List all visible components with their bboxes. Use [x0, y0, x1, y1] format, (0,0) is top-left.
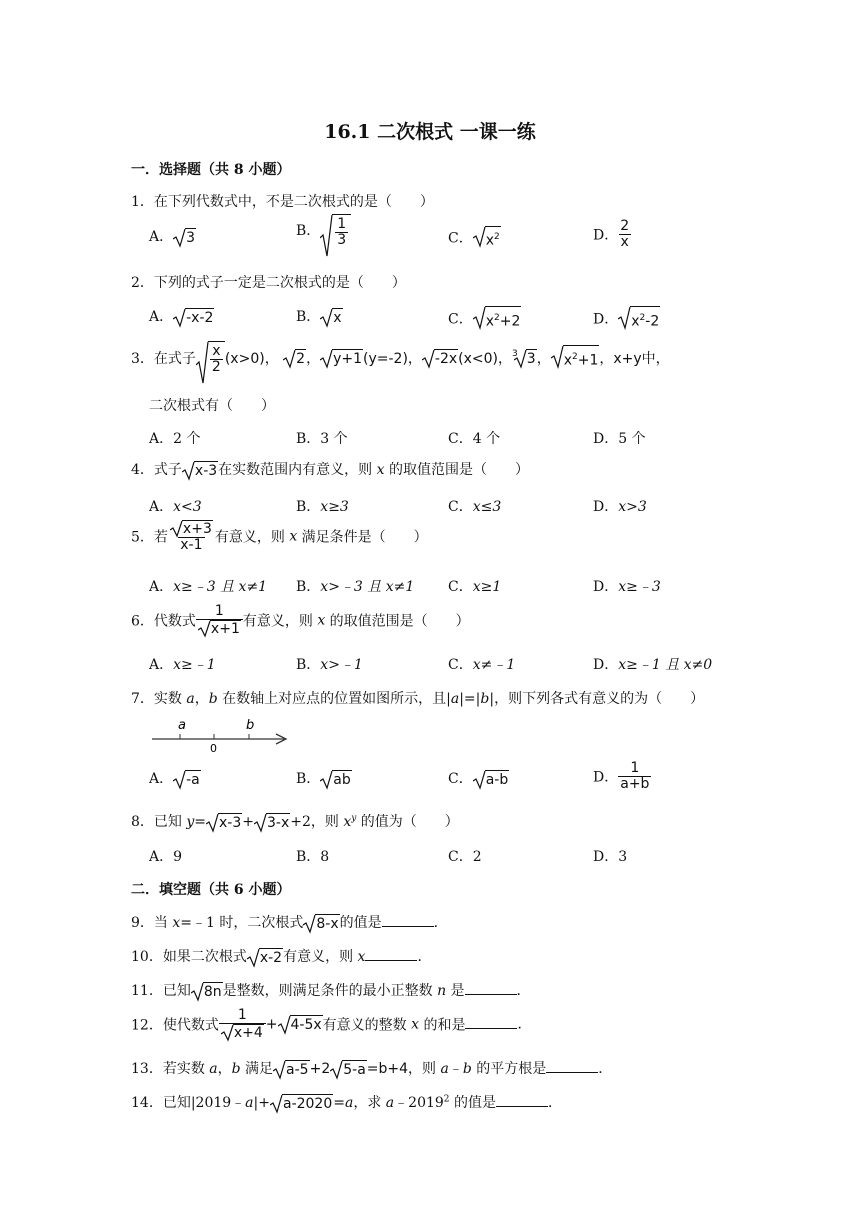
question-3-line2: 二次根式有（ ） [149, 398, 275, 414]
q8-option-c: C．2 [448, 849, 482, 865]
q1-option-a: A． 3 [149, 229, 196, 246]
question-9: 9．当 x=﹣1 时，二次根式 8-x的值是 ． [131, 912, 448, 933]
answer-blank [465, 1014, 517, 1029]
q3-option-b: B．3 个 [296, 431, 348, 447]
q7-option-d: D． $\frac{1}{a+b}$ [593, 760, 650, 792]
q5-option-d: D．x≥﹣3 [593, 579, 661, 595]
question-2-stem: 2．下列的式子一定是二次根式的是（ ） [131, 275, 406, 291]
q3-option-c: C．4 个 [448, 431, 501, 447]
answer-blank [365, 946, 417, 961]
q6-option-d: D．x≥﹣1 且 x≠0 [593, 657, 713, 673]
question-11: 11．已知 8n是整数，则满足条件的最小正整数 n 是 ． [131, 980, 531, 1001]
q5-option-a: A．x≥﹣3 且 x≠1 [149, 579, 268, 595]
question-8-stem: 8．已知 y= x-3+ 3-x+2，则 $x^y$ 的值为（ ） [131, 813, 459, 831]
number-line-figure [150, 714, 292, 754]
question-1-stem: 1．在下列代数式中，不是二次根式的是（ ） [131, 194, 434, 210]
q7-option-c: C． a-b [448, 771, 509, 788]
q3-option-d: D．5 个 [593, 431, 646, 447]
q8-option-d: D．3 [593, 849, 628, 865]
question-4-stem: 4．式子 x-3在实数范围内有意义，则 x 的取值范围是（ ） [131, 462, 529, 479]
question-7-stem: 7．实数 a，b 在数轴上对应点的位置如图所示，且|a|=|b|，则下列各式有意义的为（ ） [131, 691, 705, 707]
q4-option-a: A．x<3 [149, 499, 202, 515]
q6-option-b: B．x>﹣1 [296, 657, 363, 673]
q8-option-a: A．9 [149, 849, 183, 865]
answer-blank [496, 1092, 548, 1107]
q5-option-c: C．x≥1 [448, 579, 502, 595]
sqrt-expression: 3 [173, 228, 196, 247]
sqrt-fraction: $\frac{1}{3}$ [320, 214, 351, 248]
q3-option-a: A．2 个 [149, 431, 201, 447]
q1-option-b: B． $\frac{1}{3}$ [296, 214, 351, 248]
question-3-stem: 3．在式子 $\frac{x}{2}$ (x>0)， 2， y+1(y=-2)， -2x(x<0)，$^3$ 3， $x^2+1$，x+y中， [131, 341, 670, 375]
section-heading-choice: 一．选择题（共 8 小题） [131, 162, 291, 178]
q7-option-b: B． ab [296, 771, 351, 788]
q5-option-b: B．x>﹣3 且 x≠1 [296, 579, 415, 595]
question-6-stem: 6．代数式 $\frac{1}{x+1}$ 有意义，则 x 的取值范围是（ ） [131, 603, 470, 637]
q4-option-c: C．x≤3 [448, 499, 502, 515]
question-13: 13．若实数 a，b 满足 a-5+2 5-a=b+4，则 a﹣b 的平方根是 ． [131, 1058, 612, 1079]
q6-option-c: C．x≠﹣1 [448, 657, 516, 673]
q6-option-a: A．x≥﹣1 [149, 657, 216, 673]
q2-option-a: A． -x-2 [149, 309, 214, 326]
q4-option-b: B．x≥3 [296, 499, 349, 515]
answer-blank [465, 980, 517, 995]
q1-option-c: C． $x^2$ [448, 226, 501, 251]
question-10: 10．如果二次根式 x-2有意义，则 x ． [131, 946, 431, 967]
question-14: 14．已知|2019﹣a|+ a-2020=a，求 a﹣2019$^2$ 的值是 ． [131, 1092, 562, 1113]
page-title: 16.1 二次根式 一课一练 [324, 121, 536, 143]
axis-label-zero: 0 [210, 742, 217, 754]
axis-label-b: b [246, 718, 255, 733]
answer-blank [546, 1058, 598, 1073]
question-5-stem: 5．若 $\frac{x+3}{x-1}$ 有意义，则 x 满足条件是（ ） [131, 521, 428, 553]
q8-option-b: B．8 [296, 849, 330, 865]
section-heading-fill: 二．填空题（共 6 小题） [131, 882, 291, 898]
q1-option-d: D． $\frac{2}{x}$ [593, 218, 630, 250]
answer-blank [382, 912, 434, 927]
axis-label-a: a [178, 718, 186, 733]
q7-option-a: A． -a [149, 771, 200, 788]
q2-option-b: B． x [296, 309, 342, 326]
q2-option-c: C． $x^2+2$ [448, 306, 521, 333]
q4-option-d: D．x>3 [593, 499, 647, 515]
q2-option-d: D． $x^2-2$ [593, 306, 660, 333]
question-12: 12．使代数式 $\frac{1}{x+4}$ + 4-5x有意义的整数 x 的和是 ． [131, 1007, 532, 1041]
